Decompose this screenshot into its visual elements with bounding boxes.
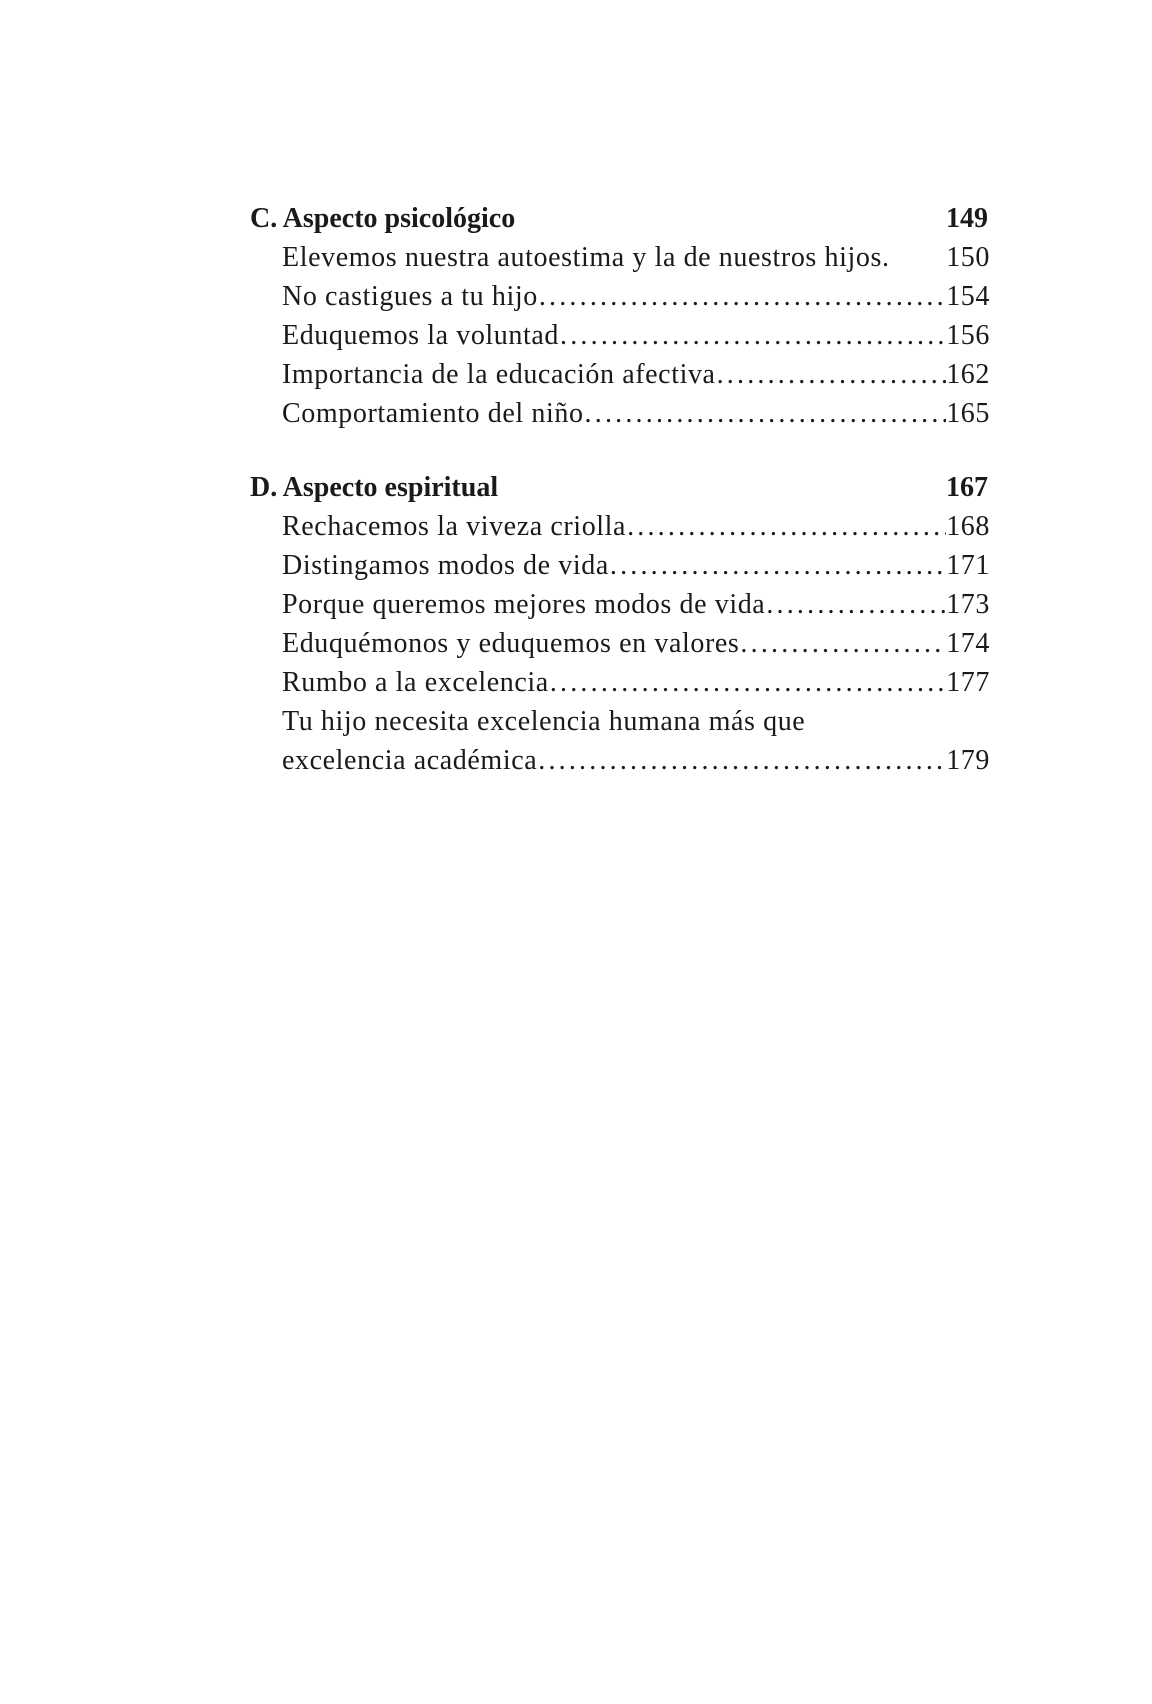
entry-page-number: 174: [946, 628, 990, 659]
dot-leader: [626, 507, 946, 546]
entry-label: Rechacemos la viveza criolla: [282, 511, 627, 542]
entry-page-number: 162: [946, 359, 990, 390]
toc-entry: [282, 238, 990, 277]
toc-entry: [282, 507, 990, 546]
toc-entry: [282, 546, 990, 585]
entry-label: Eduquémonos y eduquemos en valores: [282, 628, 740, 659]
entry-label: Importancia de la educación afectiva: [282, 359, 716, 390]
entry-label-line1: Tu hijo necesita excelencia humana más que: [282, 706, 806, 737]
toc-entry: [282, 741, 990, 780]
entry-label: Elevemos nuestra autoestima y la de nuestros hijos.: [282, 242, 890, 273]
toc-entry: [282, 355, 990, 394]
table-of-contents: [250, 200, 990, 816]
toc-entry: [282, 394, 990, 433]
entry-page-number: 171: [946, 550, 990, 581]
entry-label: Comportamiento del niño: [282, 398, 584, 429]
entry-label: Eduquemos la voluntad: [282, 320, 560, 351]
dot-leader: [765, 585, 946, 624]
entry-page-number: 165: [946, 398, 990, 429]
entry-page-number: 179: [946, 745, 990, 776]
entry-label: Distingamos modos de vida: [282, 550, 609, 581]
toc-entry: [282, 316, 990, 355]
section-heading: [250, 469, 990, 507]
entry-page-number: 177: [946, 667, 990, 698]
toc-entry: [282, 585, 990, 624]
toc-section-espiritual: [250, 469, 990, 780]
entry-page-number: 168: [946, 511, 990, 542]
section-title: C. Aspecto psicológico: [250, 203, 516, 234]
entry-page-number: 150: [946, 242, 990, 273]
toc-entry: [282, 277, 990, 316]
entry-label: excelencia académica: [282, 745, 538, 776]
section-title: D. Aspecto espiritual: [250, 472, 499, 503]
toc-entry: [282, 624, 990, 663]
dot-leader: [584, 394, 947, 433]
entry-label: Rumbo a la excelencia: [282, 667, 549, 698]
dot-leader: [609, 546, 946, 585]
toc-section-psicologico: [250, 200, 990, 433]
section-page-number: 167: [946, 472, 988, 503]
dot-leader: [739, 624, 946, 663]
entry-page-number: 173: [946, 589, 990, 620]
dot-leader: [559, 316, 946, 355]
entry-page-number: 156: [946, 320, 990, 351]
toc-entry: [282, 663, 990, 702]
dot-leader: [716, 355, 947, 394]
section-page-number: 149: [946, 203, 988, 234]
entry-label: No castigues a tu hijo: [282, 281, 538, 312]
entry-page-number: 154: [946, 281, 990, 312]
dot-leader: [549, 663, 946, 702]
dot-leader: [537, 741, 946, 780]
toc-entry-first-line: [282, 702, 990, 741]
dot-leader: [538, 277, 946, 316]
entry-label: Porque queremos mejores modos de vida: [282, 589, 766, 620]
section-heading: [250, 200, 990, 238]
